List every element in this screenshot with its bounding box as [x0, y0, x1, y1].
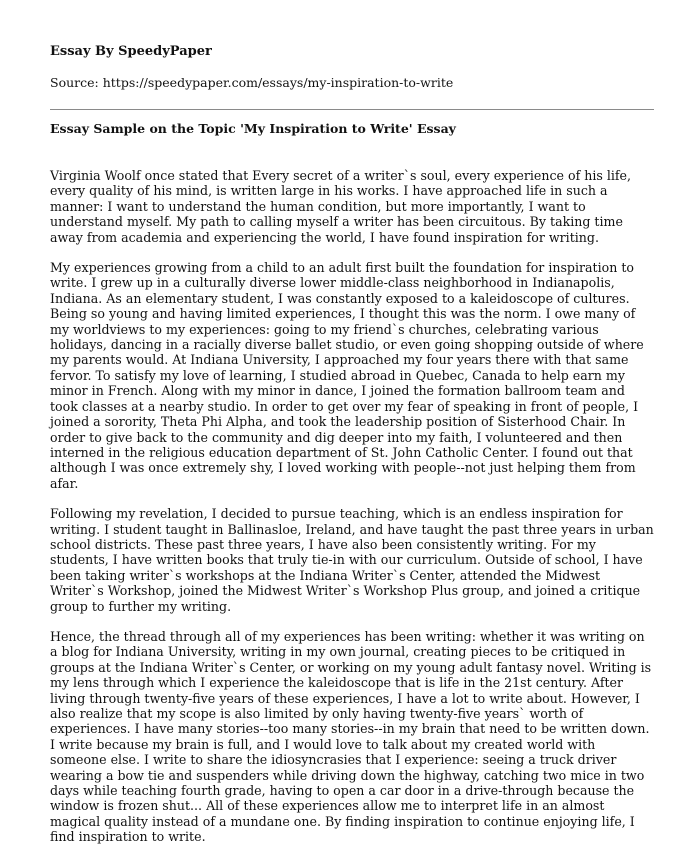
- source-url: https://speedypaper.com/essays/my-inspiration-to-write: [102, 75, 454, 90]
- header-divider: [50, 109, 654, 110]
- essay-paragraph: My experiences growing from a child to an adult first built the foundation for inspiration to write. I grew up in a culturally diverse lower middle-class neighborhood in Indianapolis, Indiana. As an elementary student, I was constantly exposed to a kaleidoscope of cultures. Being so young and having limited experiences, I thought this was the norm. I owe many of my worldviews to my experiences: going to my friend`s churches, celebrating various holidays, dancing in a racially diverse ballet studio, or even going shopping outside of where my parents would. At Indiana University, I approached my four years there with that same fervor. To satisfy my love of learning, I studied abroad in Quebec, Canada to help earn my minor in French. Along with my minor in dance, I joined the formation ballroom team and took classes at a nearby studio. In order to get over my fear of speaking in front of people, I joined a sorority, Theta Phi Alpha, and took the leadership position of Sisterhood Chair. In order to give back to the community and dig deeper into my faith, I volunteered and then interned in the religious education department of St. John Catholic Center. I found out that although I was once extremely shy, I loved working with people--not just helping them from afar.: [50, 260, 644, 491]
- essay-paragraph: Following my revelation, I decided to pursue teaching, which is an endless inspiration for writing. I student taught in Ballinasloe, Ireland, and have taught the past three years in urban school districts. These past three years, I have also been consistently writing. For my students, I have written books that truly tie-in with our curriculum. Outside of school, I have been taking writer`s workshops at the Indiana Writer`s Center, attended the Midwest Writer`s Workshop, joined the Midwest Writer`s Workshop Plus group, and joined a critique group to further my writing.: [50, 506, 654, 614]
- essay-paragraph: Hence, the thread through all of my experiences has been writing: whether it was writing on a blog for Indiana University, writing in my own journal, creating pieces to be critiqued in groups at the Indiana Writer`s Center, or working on my young adult fantasy novel. Writing is my lens through which I experience the kaleidoscope that is life in the 21st century. After living through twenty-five years of these experiences, I have a lot to write about. However, I also realize that my scope is also limited by only having twenty-five years` worth of experiences. I have many stories--too many stories--in my brain that need to be written down. I write because my brain is full, and I would love to talk about my created world with someone else. I write to share the idiosyncrasies that I experience: seeing a truck driver wearing a bow tie and suspenders while driving down the highway, catching two mice in two days while teaching fourth grade, having to open a car door in a drive-through because the window is frozen shut... All of these experiences allow me to interpret life in an almost magical quality instead of a mundane one. By finding inspiration to continue enjoying life, I find inspiration to write.: [50, 628, 652, 845]
- document-header-title: Essay By SpeedyPaper: [50, 44, 212, 59]
- essay-body: [50, 168, 654, 860]
- source-label: Source:: [50, 75, 99, 90]
- essay-title: Essay Sample on the Topic 'My Inspiration to Write' Essay: [50, 121, 456, 136]
- essay-paragraph: Virginia Woolf once stated that Every secret of a writer`s soul, every experience of his life, every quality of his mind, is written large in his works. I have approached life in such a manner: I want to understand the human condition, but more importantly, I want to understand myself. My path to calling myself a writer has been circuitous. By taking time away from academia and experiencing the world, I have found inspiration for writing.: [50, 168, 632, 245]
- source-line: [50, 75, 453, 91]
